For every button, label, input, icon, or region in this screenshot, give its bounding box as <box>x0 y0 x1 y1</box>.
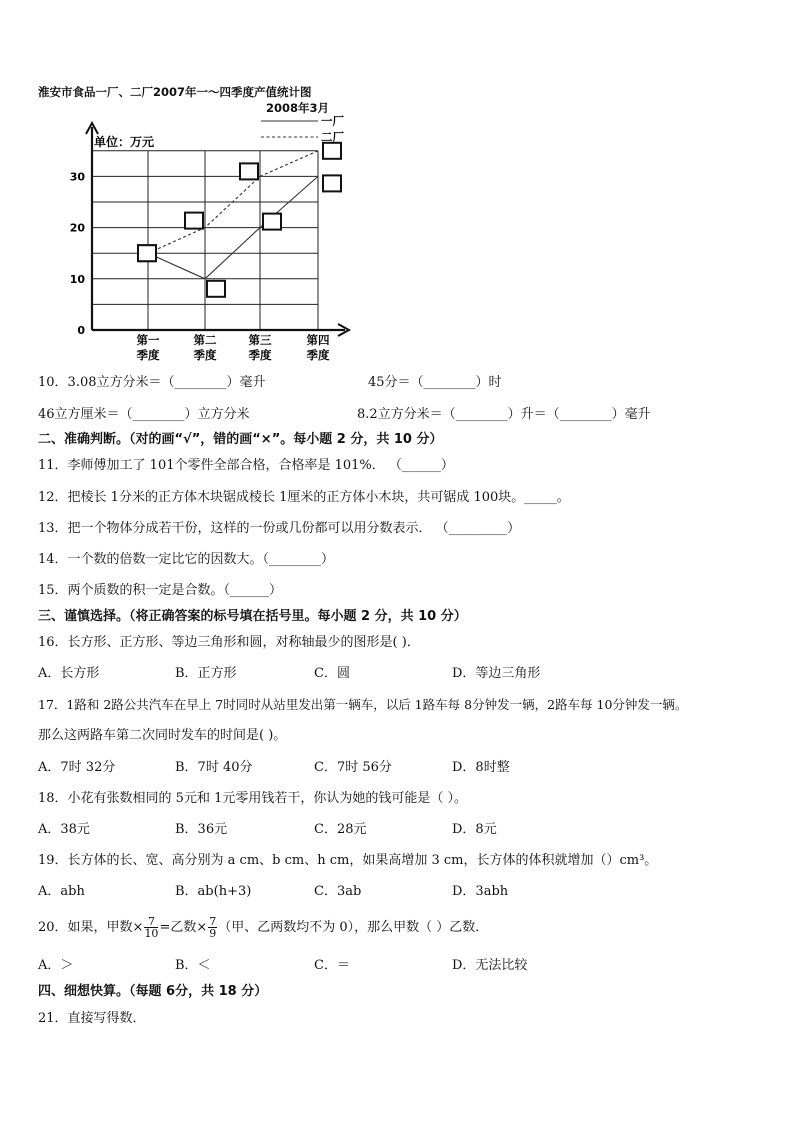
answer-boxes <box>138 143 341 297</box>
option-20c: C．＝ <box>314 958 350 973</box>
section-4-heading: 四、细想快算。（每题 6分，共 18 分） <box>38 984 268 999</box>
fraction-7-10 <box>144 916 158 939</box>
question-13: 13．把一个物体分成若干份，这样的一份或几份都可以用分数表示． （_________） <box>38 521 521 536</box>
question-15: 15．两个质数的积一定是合数。（______） <box>38 583 283 598</box>
y-tick-label: 30 <box>69 170 85 184</box>
x-tick-label: 季度 <box>193 348 217 362</box>
option-18d: D．8元 <box>452 822 497 837</box>
x-tick-label: 第一 <box>136 333 160 347</box>
option-16a: A．长方形 <box>38 666 100 681</box>
chart-series <box>148 151 318 279</box>
x-tick-label: 第二 <box>193 333 217 347</box>
unit-label: 单位：万元 <box>94 135 155 149</box>
option-16b: B．正方形 <box>175 666 237 681</box>
question-14: 14．一个数的倍数一定比它的因数大。（________） <box>38 552 335 567</box>
option-19b: B．ab(h+3) <box>175 884 252 899</box>
x-tick-label: 季度 <box>306 348 330 362</box>
answer-box <box>323 175 341 191</box>
question-17: 17．1路和 2路公共汽车在早上 7时同时从站里发出第一辆车，以后 1路车每 8分钟发一辆，2路车每 10分钟发一辆。 <box>38 697 688 712</box>
y-tick-label: 0 <box>77 324 85 337</box>
question-20-part3: （甲、乙两数均不为 0），那么甲数（ ）乙数． <box>218 920 489 935</box>
option-18b: B．36元 <box>175 822 228 837</box>
fraction-denominator: 9 <box>209 927 217 940</box>
answer-box <box>207 281 225 297</box>
answer-box <box>263 214 281 230</box>
question-18: 18．小花有张数相同的 5元和 1元零用钱若干，你认为她的钱可能是（ ）。 <box>38 791 467 806</box>
x-tick-label: 季度 <box>248 348 272 362</box>
legend-label: 二厂 <box>321 130 344 144</box>
option-19a: A．abh <box>38 884 85 899</box>
option-18c: C．28元 <box>314 822 367 837</box>
option-16c: C．圆 <box>314 666 350 681</box>
fraction-numerator: 7 <box>144 916 158 928</box>
question-17-line2: 那么这两路车第二次同时发车的时间是( )。 <box>38 728 287 743</box>
answer-box <box>138 245 156 261</box>
question-10c: 46立方厘米＝（________）立方分米 <box>38 407 250 422</box>
question-20-part2: =乙数× <box>159 920 208 935</box>
option-20b: B．＜ <box>175 958 211 973</box>
question-10a: 10．3.08立方分米＝（________）毫升 <box>38 375 266 390</box>
line-chart <box>0 108 380 370</box>
option-18a: A．38元 <box>38 822 90 837</box>
chart-title: 淮安市食品一厂、二厂2007年一～四季度产值统计图 <box>38 85 312 99</box>
option-19c: C．3ab <box>314 884 362 899</box>
y-tick-label: 10 <box>69 272 85 286</box>
question-21: 21．直接写得数． <box>38 1011 146 1026</box>
section-3-heading: 三、谨慎选择。（将正确答案的标号填在括号里。每小题 2 分，共 10 分） <box>38 609 467 624</box>
option-17b: B．7时 40分 <box>175 760 253 775</box>
x-tick-label: 第三 <box>248 333 272 347</box>
fraction-denominator: 10 <box>144 927 159 940</box>
question-16: 16．长方形、正方形、等边三角形和圆，对称轴最少的图形是( )． <box>38 635 420 650</box>
question-20-part1: 20．如果，甲数× <box>38 920 144 935</box>
option-20d: D．无法比较 <box>452 958 528 973</box>
option-19d: D．3abh <box>452 884 509 899</box>
chart-date: 2008年3月 <box>266 101 330 115</box>
question-12: 12．把棱长 1分米的正方体木块锯成棱长 1厘米的正方体小木块，共可锯成 100块。_____。 <box>38 490 570 505</box>
y-tick-label: 20 <box>69 221 85 235</box>
chart-grid <box>92 151 318 330</box>
option-20a: A．＞ <box>38 958 74 973</box>
question-11: 11．李师傅加工了 101个零件全部合格，合格率是 101%． （______） <box>38 458 454 473</box>
question-19: 19．长方体的长、宽、高分别为 a cm、b cm、h cm，如果高增加 3 cm，长方体的体积就增加（）cm³。 <box>38 853 658 868</box>
chart-labels <box>70 170 330 362</box>
section-2-heading: 二、准确判断。（对的画“√”，错的画“×”。每小题 2 分，共 10 分） <box>38 432 443 447</box>
question-20 <box>38 912 488 944</box>
fraction-7-9 <box>208 916 217 939</box>
option-17c: C．7时 56分 <box>314 760 392 775</box>
x-tick-label: 季度 <box>136 348 160 362</box>
x-tick-label: 第四 <box>306 333 330 347</box>
answer-box <box>240 163 258 179</box>
answer-box <box>185 213 203 229</box>
question-10b: 45分＝（________）时 <box>368 375 502 390</box>
option-17a: A．7时 32分 <box>38 760 116 775</box>
answer-box <box>323 143 341 159</box>
legend-label: 一厂 <box>321 114 344 128</box>
question-10d: 8.2立方分米＝（________）升＝（________）毫升 <box>357 407 651 422</box>
option-16d: D．等边三角形 <box>452 666 541 681</box>
option-17d: D．8时整 <box>452 760 510 775</box>
chart-legend <box>261 114 344 144</box>
fraction-numerator: 7 <box>209 915 217 928</box>
